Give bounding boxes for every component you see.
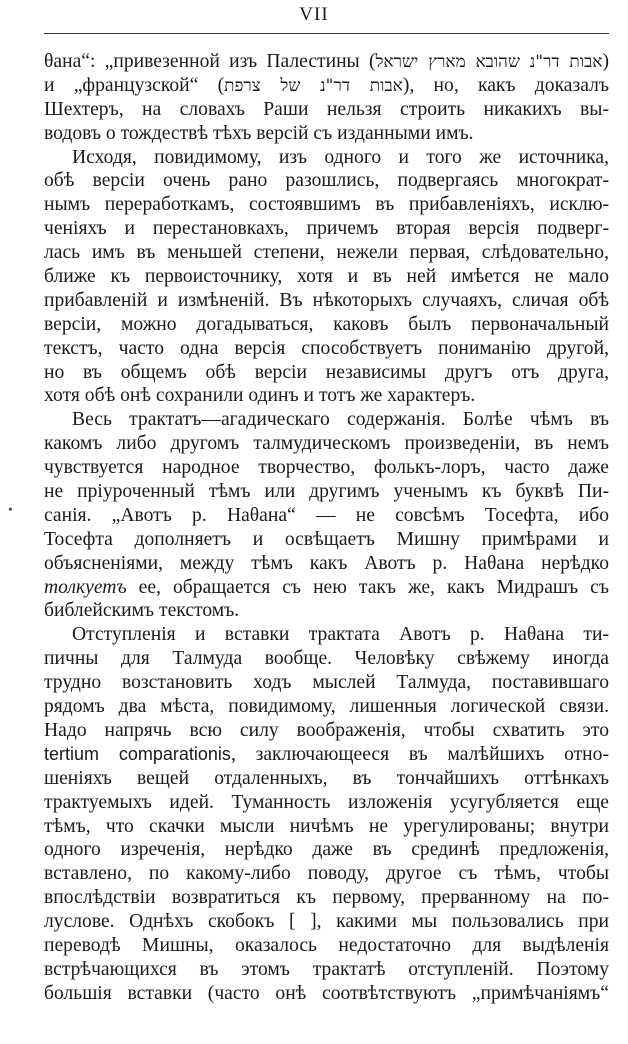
text-line (44, 767, 609, 791)
text-span: Исходя, повидимому, изъ одного и того же источника, (72, 146, 609, 168)
text-line (44, 528, 609, 552)
text-line (44, 910, 609, 934)
text-line (44, 217, 609, 241)
text-line (44, 289, 609, 313)
text-span: версіи, можно догадываться, каковъ былъ первоначальный (44, 313, 609, 335)
text-line (44, 576, 609, 600)
text-span: луслове. Однѣхъ скобокъ [ ], какими мы пользовались при (44, 911, 609, 933)
text-line (44, 671, 609, 695)
text-span: рядомъ два мѣста, повидимому, лишенныя логической связи. (44, 696, 609, 718)
text-span: θана“: „привезенной изъ Палестины ( (44, 51, 376, 72)
text-line (44, 169, 609, 193)
text-line (44, 599, 609, 623)
text-line (44, 50, 609, 74)
text-line (44, 695, 609, 719)
text-span: ) (602, 51, 609, 72)
text-span: прибавленій и измѣненій. Въ нѣкоторыхъ случаяхъ, сличая обѣ (44, 289, 609, 311)
text-span: чувствуется народное творчество, фолькъ-лоръ, часто даже (44, 457, 609, 479)
text-line (44, 265, 609, 289)
text-line (44, 719, 609, 743)
text-span: какомъ либо другомъ талмудическомъ произведеніи, въ немъ (44, 433, 609, 455)
text-line (44, 791, 609, 815)
text-span: , заключающееся въ малѣйшихъ отно- (230, 743, 609, 765)
italic-word: толкуетъ (44, 576, 127, 598)
text-span: водовъ о тождествѣ тѣхъ версій съ изданными имъ. (44, 122, 474, 144)
text-line (44, 647, 609, 671)
text-line (44, 313, 609, 337)
text-span: ее, обращается съ нею такъ же, какъ Мидрашъ съ (126, 576, 609, 598)
text-span: санія. „Авотъ р. Наθана“ — не совсѣмъ Тосефта, ибо (44, 504, 609, 526)
text-span: Отступленія и вставки трактата Авотъ р. Наθана ти- (72, 624, 609, 646)
text-line (44, 934, 609, 958)
text-line (44, 958, 609, 982)
text-line (44, 862, 609, 886)
text-line (44, 361, 609, 385)
text-span: ), но, какъ доказалъ (402, 74, 609, 96)
text-span: библейскимъ текстомъ. (44, 600, 240, 622)
text-span: впослѣдствіи возвратиться къ первому, прерванному на по- (44, 887, 609, 909)
text-span: tertium comparationis (44, 743, 231, 764)
text-line (44, 456, 609, 480)
text-span: но въ общемъ обѣ версіи независимы другъ отъ друга, (44, 361, 609, 383)
text-line (44, 815, 609, 839)
text-span: трактуемыхъ идей. Туманность изложенія усугубляется еще (44, 791, 609, 813)
text-line (44, 838, 609, 862)
page-number: VII (299, 4, 329, 25)
text-span: встрѣчающихся въ этомъ трактатѣ отступленій. Поэтому (44, 958, 609, 980)
text-span: нымъ переработкамъ, состоявшимъ въ прибавленіяхъ, исклю- (44, 194, 609, 216)
text-span: и „французской“ ( (44, 74, 225, 96)
text-line (44, 504, 609, 528)
text-line (44, 432, 609, 456)
text-line (44, 408, 609, 432)
text-line (44, 552, 609, 576)
text-span: объясненіями, между тѣмъ какъ Авотъ р. Наθана нерѣдко (44, 552, 609, 574)
text-span: шеніяхъ вещей отдаленныхъ, въ тончайшихъ оттѣнкахъ (44, 767, 609, 789)
text-line (44, 384, 609, 408)
text-span: Надо напрячь всю силу воображенія, чтобы схватить это (44, 719, 609, 741)
text-span: одного изреченія, нерѣдко даже въ срединѣ предложенія, (44, 839, 609, 861)
text-span: трудно возстановить ходъ мыслей Талмуда, поставившаго (44, 672, 609, 694)
text-span: не пріуроченный тѣмъ или другимъ ученымъ къ буквѣ Пи- (44, 481, 609, 503)
text-line (44, 480, 609, 504)
text-span: обѣ версіи очень рано разошлись, подвергаясь многократ- (44, 170, 609, 192)
text-span: текстъ, часто одна версія способствуетъ пониманію другой, (44, 337, 609, 359)
text-span: тѣмъ, что скачки мысли ничѣмъ не урегулированы; внутри (44, 815, 609, 837)
text-line (44, 337, 609, 361)
header-rule (44, 33, 609, 34)
text-line (44, 886, 609, 910)
margin-mark: • (8, 503, 13, 518)
text-line (44, 74, 609, 98)
text-span: переводѣ Мишны, оказалось недостаточно для выдѣленія (44, 934, 609, 956)
text-span: ближе къ первоисточнику, хотя и въ ней имѣется не мало (44, 266, 609, 288)
text-span: Тосефта дополняетъ и освѣщаетъ Мишну примѣрами и (44, 528, 609, 550)
text-line (44, 623, 609, 647)
text-span: ченіяхъ и перестановкахъ, причемъ вторая версія подверг- (44, 218, 609, 240)
text-span: вставлено, по какому-либо поводу, другое съ тѣмъ, чтобы (44, 863, 609, 885)
text-line (44, 982, 609, 1006)
hebrew-citation: אבות דר"נ של צרפת (224, 75, 403, 96)
text-line (44, 122, 609, 146)
text-span: лась имъ въ меньшей степени, нежели первая, слѣдовательно, (44, 242, 609, 264)
text-line (44, 146, 609, 170)
text-span: Весь трактатъ—агадическаго содержанія. Болѣе чѣмъ въ (72, 409, 609, 431)
text-line (44, 193, 609, 217)
text-line (44, 743, 609, 767)
body-text (44, 50, 609, 1006)
text-line (44, 241, 609, 265)
text-span: большія вставки (часто онѣ соотвѣтствуютъ „примѣчаніямъ“ (44, 982, 609, 1004)
text-line (44, 98, 609, 122)
text-span: хотя обѣ онѣ сохранили одинъ и тотъ же характеръ. (44, 385, 476, 407)
text-span: Шехтеръ, на словахъ Раши нельзя строить никакихъ вы- (44, 98, 609, 120)
hebrew-citation: אבות דר"נ שהובא מארץ ישראל (375, 52, 603, 72)
text-span: пичны для Талмуда вообще. Человѣку свѣжему иногда (44, 648, 609, 670)
